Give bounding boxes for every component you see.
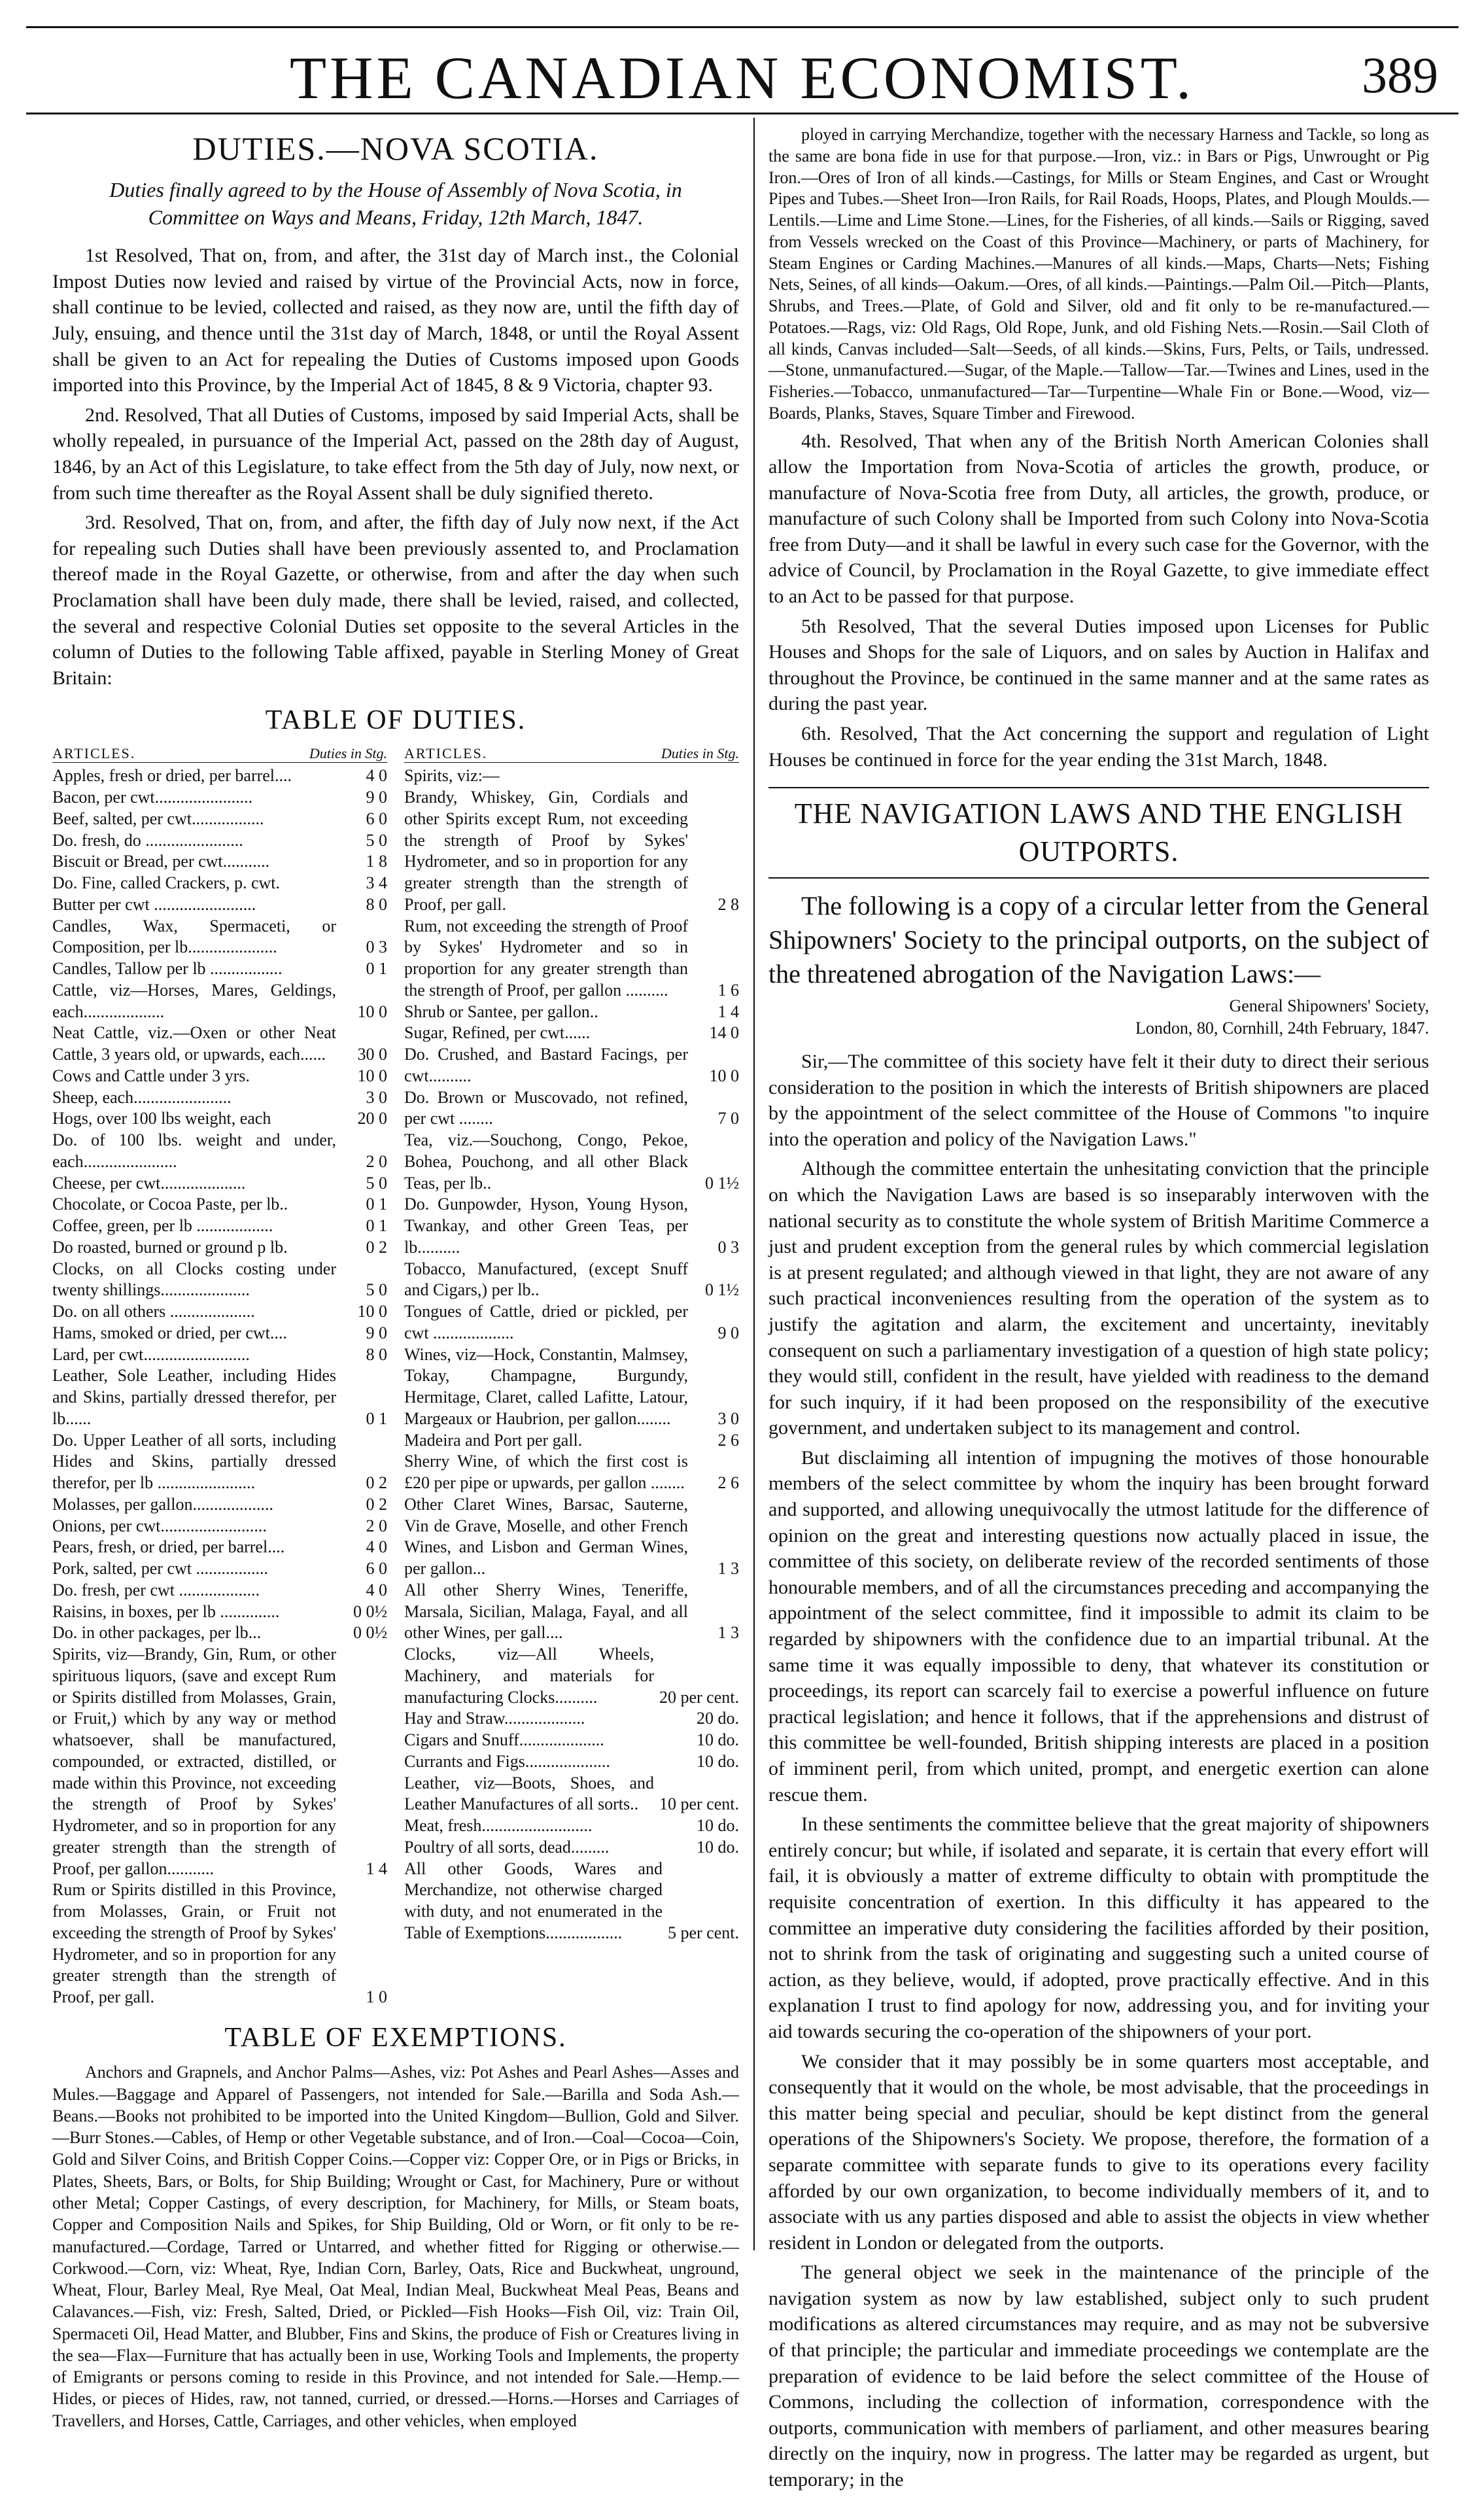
duty-cell: 4 0 bbox=[366, 766, 387, 786]
duties-header: Duties in Stg. bbox=[661, 744, 739, 761]
table-row bbox=[52, 1430, 387, 1494]
resolution-paragraph: 5th Resolved, That the several Duties imposed upon Licenses for Public Houses and Shops for the sale of Liquors, and on sales by Auction in Halifax and throughout the Province, be continued in the same manner and at the same rates as during the past year. bbox=[768, 615, 1429, 715]
table-row bbox=[52, 1344, 387, 1366]
article-cell: Coffee, green, per lb .................. bbox=[52, 1216, 273, 1236]
article-cell: Leather, Sole Leather, including Hides and Skins, partially dressed therefor, per lb...... bbox=[52, 1366, 336, 1428]
duty-cell: 0 0½ bbox=[353, 1601, 387, 1621]
duty-cell: 0 1½ bbox=[705, 1173, 739, 1193]
article-cell: Hams, smoked or dried, per cwt.... bbox=[52, 1323, 287, 1342]
exemptions-title: TABLE OF EXEMPTIONS. bbox=[224, 2022, 567, 2053]
duty-cell: 0 1 bbox=[366, 1195, 387, 1214]
table-row bbox=[52, 980, 387, 1023]
duty-cell: 0 3 bbox=[717, 1237, 739, 1257]
duty-cell: 9 0 bbox=[366, 788, 387, 807]
article-cell: Do. Upper Leather of all sorts, including Hides and Skins, partially dressed therefor, per lb ....................... bbox=[52, 1430, 336, 1493]
article-cell: Wines, viz—Hock, Constantin, Malmsey, Tokay, Champagne, Burgundy, Hermitage, Claret, called Lafitte, Latour, Margeaux or Haubrion, per gallon........ bbox=[404, 1344, 688, 1428]
article-cell: Chocolate, or Cocoa Paste, per lb.. bbox=[52, 1195, 288, 1214]
duty-cell: 4 0 bbox=[366, 1580, 387, 1599]
table-row bbox=[404, 765, 739, 787]
letter-paragraph: Sir,—The committee of this society have felt it their duty to direct their serious consideration to the position in which the interests of British shipowners are placed by the appointment of the select committee of the House of Commons "to inquire into the operation and policy of the Navigation Laws." bbox=[768, 1050, 1429, 1150]
table-row bbox=[52, 1301, 387, 1323]
section-title: DUTIES.—NOVA SCOTIA. bbox=[192, 130, 599, 167]
table-row bbox=[52, 1601, 387, 1623]
duty-cell: 10 per cent. bbox=[659, 1794, 739, 1814]
article-cell: Rum, not exceeding the strength of Proof by Sykes' Hydrometer and so in proportion for any greater strength than the strength of Proof, per gallon .......... bbox=[404, 916, 688, 1000]
table-row bbox=[404, 1044, 739, 1087]
article-cell: Clocks, viz—All Wheels, Machinery, and materials for manufacturing Clocks.......... bbox=[404, 1645, 654, 1707]
duty-cell: 3 0 bbox=[366, 1087, 387, 1107]
article-cell: Raisins, in boxes, per lb .............. bbox=[52, 1601, 280, 1621]
masthead-title: THE CANADIAN ECONOMIST. bbox=[289, 44, 1195, 111]
table-row bbox=[404, 1644, 739, 1708]
duty-cell: 0 1 bbox=[366, 1216, 387, 1236]
duties-header: Duties in Stg. bbox=[309, 744, 387, 761]
duty-cell: 0 0½ bbox=[353, 1623, 387, 1643]
article-cell: Brandy, Whiskey, Gin, Cordials and other Spirits except Rum, not exceeding the strength of Proof by Sykes' Hydrometer, and so in proportion for any greater strength than the strength of Proof, per gall. bbox=[404, 788, 688, 914]
table-row bbox=[404, 1087, 739, 1130]
duty-cell: 2 0 bbox=[366, 1516, 387, 1535]
table-row bbox=[404, 1022, 739, 1044]
article-cell: Do. Fine, called Crackers, p. cwt. bbox=[52, 873, 281, 893]
duty-cell: 8 0 bbox=[366, 894, 387, 914]
articles-header: ARTICLES. bbox=[52, 744, 136, 761]
article-cell: Bacon, per cwt....................... bbox=[52, 788, 253, 807]
duty-cell: 0 1 bbox=[366, 1408, 387, 1428]
duty-cell: 10 0 bbox=[357, 1002, 387, 1021]
article-cell: Rum or Spirits distilled in this Province, from Molasses, Grain, or Fruit not exceeding the strength of Proof by Sykes' Hydrometer, and so in proportion for any greater strength than the strength of Proof, per gall. bbox=[52, 1880, 336, 2007]
table-row bbox=[52, 1259, 387, 1302]
table-row bbox=[52, 1644, 387, 1879]
table-row bbox=[404, 1451, 739, 1494]
page-number: 389 bbox=[1362, 46, 1438, 103]
article-cell: Biscuit or Bread, per cwt........... bbox=[52, 852, 270, 871]
duty-cell: 5 0 bbox=[366, 1173, 387, 1193]
article-cell: Cigars and Snuff.................... bbox=[404, 1730, 604, 1750]
table-header bbox=[404, 744, 739, 763]
right-column bbox=[768, 124, 1429, 2497]
article-cell: Do. Brown or Muscovado, not refined, per cwt ........ bbox=[404, 1087, 688, 1128]
article-cell: Tongues of Cattle, dried or pickled, per cwt ................... bbox=[404, 1302, 688, 1342]
duty-cell: 5 per cent. bbox=[667, 1923, 739, 1942]
table-row bbox=[404, 1837, 739, 1859]
article-cell: Do. in other packages, per lb... bbox=[52, 1623, 262, 1643]
duty-cell: 1 3 bbox=[717, 1623, 739, 1643]
article-cell: Lard, per cwt......................... bbox=[52, 1344, 250, 1364]
duties-table-right bbox=[404, 744, 739, 2008]
table-row bbox=[52, 1066, 387, 1087]
article-cell: Pears, fresh, or dried, per barrel.... bbox=[52, 1537, 285, 1557]
duty-cell: 1 4 bbox=[717, 1002, 739, 1021]
letter-paragraph: But disclaiming all intention of impugning the motives of those honourable members of the select committee by whom the inquiry has been brought forward and supported, and allowing unequivocally the utmost latitude for the difference of opinion on the great and interesting questions now actually placed in issue, the committee of this society, on deliberate review of the recorded sentiments of those honourable members, and of all the circumstances preceding and accompanying the appointment of the select committee, find it impossible to admit its claim to be regarded by shipowners with the confidence due to an impartial tribunal. At the same time it was equally impossible to deny, that whatever its constitution or proceedings, its report can scarcely fail to exercise a powerful influence on future practical legislation; and hence it follows, that if the apprehensions and distrust of this committee be well-founded, British shipping interests are placed in a position of imminent peril, from which united, prompt, and energetic exertion can alone rescue them. bbox=[768, 1446, 1429, 1806]
article-cell: Do. of 100 lbs. weight and under, each...................... bbox=[52, 1130, 336, 1171]
article-cell: Onions, per cwt......................... bbox=[52, 1516, 267, 1535]
table-row bbox=[52, 830, 387, 852]
table-row bbox=[404, 1344, 739, 1430]
article-cell: Do. on all others .................... bbox=[52, 1302, 255, 1321]
letter-body bbox=[768, 1049, 1429, 2493]
article-cell: Butter per cwt ........................ bbox=[52, 894, 256, 914]
table-row bbox=[52, 1365, 387, 1429]
table-row bbox=[52, 1173, 387, 1195]
table-row bbox=[52, 765, 387, 787]
table-row bbox=[404, 1002, 739, 1023]
section-subtitle: Duties finally agreed to by the House of Assembly of Nova Scotia, in Committee on Ways and Means, Friday, 12th March, 1847. bbox=[109, 178, 682, 229]
table-row bbox=[404, 1730, 739, 1751]
table-row bbox=[52, 1879, 387, 2008]
top-rule bbox=[26, 26, 1458, 28]
duty-cell: 10 0 bbox=[709, 1066, 739, 1085]
article-cell: Pork, salted, per cwt ................. bbox=[52, 1559, 269, 1579]
masthead-rule bbox=[26, 113, 1458, 114]
exemptions-continued: ployed in carrying Merchandize, together with the necessary Harness and Tackle, so long as the same are bona fide in use for that purpose.—Iron, viz.: in Bars or Pigs, Unwrought or Pig Iron.—Ores of Iron of all kinds.—Castings, for Mills or Steam Engines, and Cast or Wrought Pipes and Tubes.—Sheet Iron—Iron Rails, for Rail Roads, Hoops, Plates, and Plough Moulds.—Lentils.—Lime and Lime Stone.—Lines, for the Fisheries, of all kinds.—Sails or Rigging, saved from Vessels wrecked on the Coast of this Province—Machinery, or parts of Machinery, for Steam Engines or Carding Machines.—Manures of all kinds.—Maps, Charts—Nets; Fishing Nets, Seines, of all kinds—Oakum.—Ores, of all kinds.—Paintings.—Palm Oil.—Pitch—Plants, Shrubs, and Trees.—Plate, of Gold and Silver, old and fit only to be re-manufactured.—Potatoes.—Rags, viz: Old Rags, Old Rope, Junk, and old Fishing Nets.—Rosin.—Sail Cloth of all kinds, Canvas included—Salt—Seeds, of all kinds.—Skins, Furs, Pelts, or Tails, undressed.—Stone, unmanufactured.—Sugar, of the Maple.—Tallow—Tar.—Twines and Lines, used in the Fisheries.—Tobacco, unmanufactured—Tar—Turpentine—Whale Fin or Bone.—Wood, viz—Boards, Planks, Staves, Square Timber and Firewood. bbox=[768, 125, 1429, 423]
masthead bbox=[0, 31, 1484, 110]
duty-cell: 14 0 bbox=[709, 1023, 739, 1043]
article-cell: Cows and Cattle under 3 yrs. bbox=[52, 1066, 250, 1085]
article-cell: Currants and Figs.................... bbox=[404, 1751, 610, 1771]
article-cell: Spirits, viz—Brandy, Gin, Rum, or other spirituous liquors, (save and except Rum or Spirits distilled from Molasses, Grain, or Fruit,) which by any way or method whatsoever, shall be manufactured, compounded, or extracted, distilled, or made within this Province, not exceeding the strength of Proof by Sykes' Hydrometer, and so in proportion for any greater strength than the strength of Proof, per gallon........... bbox=[52, 1645, 336, 1878]
table-row bbox=[52, 1237, 387, 1259]
article-cell: Spirits, viz:— bbox=[404, 766, 500, 786]
article-cell: Tea, viz.—Souchong, Congo, Pekoe, Bohea, Pouchong, and all other Black Teas, per lb.. bbox=[404, 1130, 688, 1193]
article-cell: Do roasted, burned or ground p lb. bbox=[52, 1237, 288, 1257]
table-row bbox=[404, 1773, 739, 1816]
duties-table-left bbox=[52, 744, 387, 2008]
address-line: London, 80, Cornhill, 24th February, 1847. bbox=[1135, 1019, 1429, 1038]
duty-cell: 9 0 bbox=[366, 1323, 387, 1342]
table-row bbox=[404, 1130, 739, 1194]
table-row bbox=[404, 1751, 739, 1773]
table-row bbox=[404, 787, 739, 916]
article-cell: Cattle, viz—Horses, Mares, Geldings, each................... bbox=[52, 980, 336, 1021]
duty-cell: 2 8 bbox=[717, 894, 739, 914]
duty-cell: 2 6 bbox=[717, 1473, 739, 1493]
article-cell: Molasses, per gallon................... bbox=[52, 1494, 273, 1514]
duty-cell: 10 0 bbox=[357, 1302, 387, 1321]
article-cell: Poultry of all sorts, dead......... bbox=[404, 1837, 610, 1857]
table-row bbox=[404, 1708, 739, 1730]
duty-cell: 0 2 bbox=[366, 1237, 387, 1257]
duty-cell: 20 0 bbox=[357, 1109, 387, 1128]
article-cell: All other Goods, Wares and Merchandize, not otherwise charged with duty, and not enumerated in the Table of Exemptions.................. bbox=[404, 1859, 663, 1942]
duty-cell: 2 6 bbox=[717, 1430, 739, 1450]
resolution-paragraph: 2nd. Resolved, That all Duties of Customs, imposed by said Imperial Acts, shall be wholly repealed, in pursuance of the Imperial Act, passed on the 28th day of August, 1846, by an Act of this Legislature, to take effect from the 5th day of July, now next, or from such time thereafter as the Royal Assent shall be duly signified thereto. bbox=[52, 404, 739, 504]
table-row bbox=[52, 1194, 387, 1215]
duty-cell: 10 do. bbox=[697, 1837, 739, 1857]
table-row bbox=[52, 958, 387, 980]
table-row bbox=[52, 1516, 387, 1537]
table-row bbox=[404, 1494, 739, 1580]
table-row bbox=[404, 1301, 739, 1344]
table-row bbox=[52, 1494, 387, 1516]
letter-paragraph: Although the committee entertain the unhesitating conviction that the principle on which the Navigation Laws are based is so inseparably interwoven with the national security as to constitute the whole system of British Maritime Commerce a just and prudent exception from the general rules by which commercial legislation is at present regulated; and although viewed in that light, they are not aware of any such practical inconveniences resulting from the operation of the system as to justify the agitation and alarm, the excitement and uncertainty, inevitably consequent on such a parliamentary investigation of a question of high state policy; they would still, confident in the result, have yielded with readiness to the demand for such inquiry, if it had been proposed on the responsibility of the executive government, and undertaken subject to its management and control. bbox=[768, 1158, 1429, 1439]
article-cell: Clocks, on all Clocks costing under twenty shillings..................... bbox=[52, 1259, 336, 1300]
duty-cell: 7 0 bbox=[717, 1109, 739, 1128]
table-row bbox=[404, 1259, 739, 1302]
duty-cell: 20 per cent. bbox=[659, 1687, 739, 1707]
duty-cell: 5 0 bbox=[366, 830, 387, 850]
table-row bbox=[52, 1130, 387, 1173]
duty-cell: 1 3 bbox=[717, 1559, 739, 1579]
duty-cell: 0 2 bbox=[366, 1494, 387, 1514]
duty-cell: 1 8 bbox=[366, 852, 387, 871]
article-cell: Do. fresh, do ....................... bbox=[52, 830, 243, 850]
articles-header: ARTICLES. bbox=[404, 744, 488, 761]
table-row bbox=[52, 1558, 387, 1580]
article-cell: Other Claret Wines, Barsac, Sauterne, Vin de Grave, Moselle, and other French Wines, and Lisbon and German Wines, per gallon... bbox=[404, 1494, 688, 1579]
duties-table bbox=[52, 744, 739, 2008]
article-cell: Neat Cattle, viz.—Oxen or other Neat Cattle, 3 years old, or upwards, each...... bbox=[52, 1023, 336, 1064]
exemptions-text: Anchors and Grapnels, and Anchor Palms—Ashes, viz: Pot Ashes and Pearl Ashes—Asses and Mules.—Baggage and Apparel of Passengers, not intended for Sale.—Barilla and Soda Ash.—Beans.—Books not prohibited to be imported into the United Kingdom—Bullion, Gold and Silver.—Burr Stones.—Cables, of Hemp or other Vegetable substance, and of Iron.—Coal—Cocoa—Coin, Gold and Silver Coins, and British Copper Coins.—Copper viz: Copper Ore, or in Pigs or Bricks, in Plates, Sheets, Bars, or Bolts, for Ship Building; Wrought or Cast, for Machinery, Pure or without other Metal; Copper Castings, of every description, for Machinery, for Mills, or Steam boats, Copper and Composition Nails and Spikes, for Ship Building, Old or Worn, or fit only to be re-manufactured.—Cordage, Tarred or Untarred, and whether fitted for Rigging or otherwise.—Corkwood.—Corn, viz: Wheat, Rye, Indian Corn, Barley, Oats, Rice and Buckwheat, unground, Wheat, Flour, Barley Meal, Rye Meal, Oat Meal, Indian Meal, Buckwheat Meal Peas, Beans and Calavances.—Fish, viz: Fresh, Salted, Dried, or Pickled—Fish Hooks—Fish Oil, viz: Train Oil, Spermaceti Oil, Head Matter, and Blubber, Fins and Skins, the produce of Fish or Creatures living in the sea—Flax—Furniture that has actually been in use, Working Tools and Implements, the property of Emigrants or persons coming to reside in this Province, and not intended for Sale.—Hemp.—Hides, or pieces of Hides, raw, not tanned, curried, or dressed.—Horns.—Horses and Carriages of Travellers, and Horses, Cattle, Carriages, and other vehicles, when employed bbox=[52, 2063, 739, 2430]
table-row bbox=[52, 1087, 387, 1109]
left-column bbox=[52, 124, 739, 2436]
duty-cell: 1 4 bbox=[366, 1859, 387, 1878]
article-cell: Apples, fresh or dried, per barrel.... bbox=[52, 766, 292, 786]
duty-cell: 6 0 bbox=[366, 809, 387, 828]
table-row bbox=[404, 916, 739, 1002]
resolution-paragraph: 4th. Resolved, That when any of the British North American Colonies shall allow the Importation from Nova-Scotia of articles the growth, produce, or manufacture of Nova-Scotia free from Duty, all articles, the growth, produce, or manufacture of such Colony shall be Imported from such Colony into Nova-Scotia free from Duty—and it shall be lawful in every such case for the Governor, with the advice of Council, by Proclamation in the Royal Gazette, to give immediate effect to an Act to be passed for that purpose. bbox=[768, 430, 1429, 608]
article-cell: Sugar, Refined, per cwt...... bbox=[404, 1023, 591, 1043]
address-line: General Shipowners' Society, bbox=[1229, 996, 1429, 1016]
table-row bbox=[52, 809, 387, 830]
table-header bbox=[52, 744, 387, 763]
table-row bbox=[404, 1580, 739, 1644]
duty-cell: 10 do. bbox=[697, 1751, 739, 1771]
duty-cell: 0 1½ bbox=[705, 1280, 739, 1300]
letter-paragraph: The general object we seek in the maintenance of the principle of the navigation system as now by law established, subject only to such prudent modifications as altered circumstances may require, and as may not be subversive of that principle; the particular and immediate proceedings we contemplate are the preparation of evidence to be laid before the select committee of the House of Commons, including the collection of information, correspondence with the outports, communication with members of parliament, and other measures bearing directly on the inquiry, now in progress. The latter may be regarded as urgent, but temporary; in the bbox=[768, 2261, 1429, 2491]
duty-cell: 3 4 bbox=[366, 873, 387, 893]
table-row bbox=[404, 1815, 739, 1837]
table-row bbox=[52, 916, 387, 959]
resolution-paragraph: 3rd. Resolved, That on, from, and after, the fifth day of July now next, if the Act for repealing such Duties shall have been previously assented to, and Proclamation thereof made in the Royal Gazette, or otherwise, from and after the day when such Proclamation shall have been duly made, there shall be levied, raised, and collected, the several and respective Colonial Duties set opposite to the several Articles in the column of Duties to the following Table affixed, payable in Sterling Money of Great Britain: bbox=[52, 512, 739, 689]
article-cell: Candles, Tallow per lb ................. bbox=[52, 959, 283, 979]
table-row bbox=[52, 1022, 387, 1066]
table-row bbox=[52, 1215, 387, 1237]
duty-cell: 5 0 bbox=[366, 1280, 387, 1300]
table-row bbox=[52, 1108, 387, 1130]
table-row bbox=[52, 1580, 387, 1601]
table-row bbox=[52, 851, 387, 873]
table-row bbox=[52, 873, 387, 894]
article-cell: Do. Gunpowder, Hyson, Young Hyson, Twankay, and other Green Teas, per lb.......... bbox=[404, 1195, 688, 1257]
table-row bbox=[404, 1194, 739, 1258]
duty-cell: 3 0 bbox=[717, 1408, 739, 1428]
article-cell: Cheese, per cwt.................... bbox=[52, 1173, 246, 1193]
duty-cell: 0 2 bbox=[366, 1473, 387, 1493]
article-cell: Tobacco, Manufactured, (except Snuff and Cigars,) per lb.. bbox=[404, 1259, 688, 1300]
duty-cell: 10 do. bbox=[697, 1730, 739, 1750]
article-lead: The following is a copy of a circular letter from the General Shipowners' Society to the principal outports, on the subject of the threatened abrogation of the Navigation Laws:— bbox=[768, 891, 1429, 989]
resolution-paragraph: 6th. Resolved, That the Act concerning the support and regulation of Light Houses be continued in force for the year ending the 31st March, 1848. bbox=[768, 723, 1429, 771]
table-row bbox=[404, 1430, 739, 1452]
duty-cell: 6 0 bbox=[366, 1559, 387, 1579]
article-cell: Hay and Straw................... bbox=[404, 1709, 585, 1728]
letter-paragraph: In these sentiments the committee believe that the great majority of shipowners entirely concur; but while, if isolated and separate, it is certain that every effort will fail, it is obviously a matter of extreme difficulty to obtain with promptitude the requisite concentration of exertion. In this difficulty it has appeared to the committee an imperative duty considering the facilities afforded by their position, not to shrink from the task of originating and suggesting such a united course of action, as they believe, would, if adopted, prove practically effective. And in this explanation I trust to find apology for now, addressing you, and for inviting your aid towards securing the co-operation of the shipowners of your port. bbox=[768, 1813, 1429, 2042]
letter-address bbox=[768, 995, 1429, 1039]
article-cell: All other Sherry Wines, Teneriffe, Marsala, Sicilian, Malaga, Fayal, and all other Wines, per gall.... bbox=[404, 1580, 688, 1643]
article-cell: Sheep, each....................... bbox=[52, 1087, 232, 1107]
duty-cell: 1 0 bbox=[366, 1987, 387, 2007]
duty-cell: 9 0 bbox=[717, 1323, 739, 1342]
table-row bbox=[52, 1537, 387, 1558]
article-cell: Candles, Wax, Spermaceti, or Composition, per lb..................... bbox=[52, 916, 336, 957]
duty-cell: 0 3 bbox=[366, 937, 387, 957]
duty-cell: 4 0 bbox=[366, 1537, 387, 1557]
article-cell: Beef, salted, per cwt................. bbox=[52, 809, 264, 828]
table-row bbox=[52, 1323, 387, 1344]
table-row bbox=[52, 1622, 387, 1644]
letter-paragraph: We consider that it may possibly be in some quarters most acceptable, and consequently that it would on the whole, be most advisable, that the proceedings in this matter being special and peculiar, should be kept distinct from the general operations of the Shipowners's Society. We propose, therefore, the formation of a separate committee with separate funds to give to its operations every facility afforded by our own organization, to become individually members of it, and to associate with us any parties disposed and able to assist the objects in view whether resident in London or delegated from the outports. bbox=[768, 2050, 1429, 2254]
column-divider bbox=[753, 118, 755, 2250]
article-cell: Meat, fresh.......................... bbox=[404, 1816, 593, 1836]
article-cell: Do. Crushed, and Bastard Facings, per cwt.......... bbox=[404, 1045, 688, 1085]
table-title: TABLE OF DUTIES. bbox=[265, 705, 526, 736]
duty-cell: 1 6 bbox=[717, 980, 739, 1000]
article-cell: Sherry Wine, of which the first cost is £20 per pipe or upwards, per gallon ........ bbox=[404, 1452, 688, 1493]
duty-cell: 30 0 bbox=[357, 1045, 387, 1064]
duty-cell: 8 0 bbox=[366, 1344, 387, 1364]
table-row bbox=[52, 894, 387, 916]
article-title: THE NAVIGATION LAWS AND THE ENGLISH OUTPORTS. bbox=[768, 787, 1429, 879]
article-cell: Do. fresh, per cwt ................... bbox=[52, 1580, 260, 1599]
article-cell: Hogs, over 100 lbs weight, each bbox=[52, 1109, 271, 1128]
duty-cell: 10 0 bbox=[357, 1066, 387, 1085]
duty-cell: 10 do. bbox=[697, 1816, 739, 1836]
article-cell: Shrub or Santee, per gallon.. bbox=[404, 1002, 598, 1021]
table-row bbox=[404, 1859, 739, 1944]
duty-cell: 0 1 bbox=[366, 959, 387, 979]
article-cell: Leather, viz—Boots, Shoes, and Leather Manufactures of all sorts.. bbox=[404, 1773, 654, 1814]
duty-cell: 2 0 bbox=[366, 1151, 387, 1171]
table-row bbox=[52, 787, 387, 809]
article-cell: Madeira and Port per gall. bbox=[404, 1430, 583, 1450]
duty-cell: 20 do. bbox=[697, 1709, 739, 1728]
resolution-paragraph: 1st Resolved, That on, from, and after, the 31st day of March inst., the Colonial Impost Duties now levied and raised by virtue of the Provincial Acts, now in force, shall continue to be levied, collected and raised, as they now are, until the fifth day of July, ensuing, and thence until the 31st day of March, 1848, or until the Royal Assent shall be given to an Act for repealing the Duties of Customs imposed upon Goods imported into this Province, by the Imperial Act of 1845, 8 & 9 Victoria, chapter 93. bbox=[52, 245, 739, 396]
